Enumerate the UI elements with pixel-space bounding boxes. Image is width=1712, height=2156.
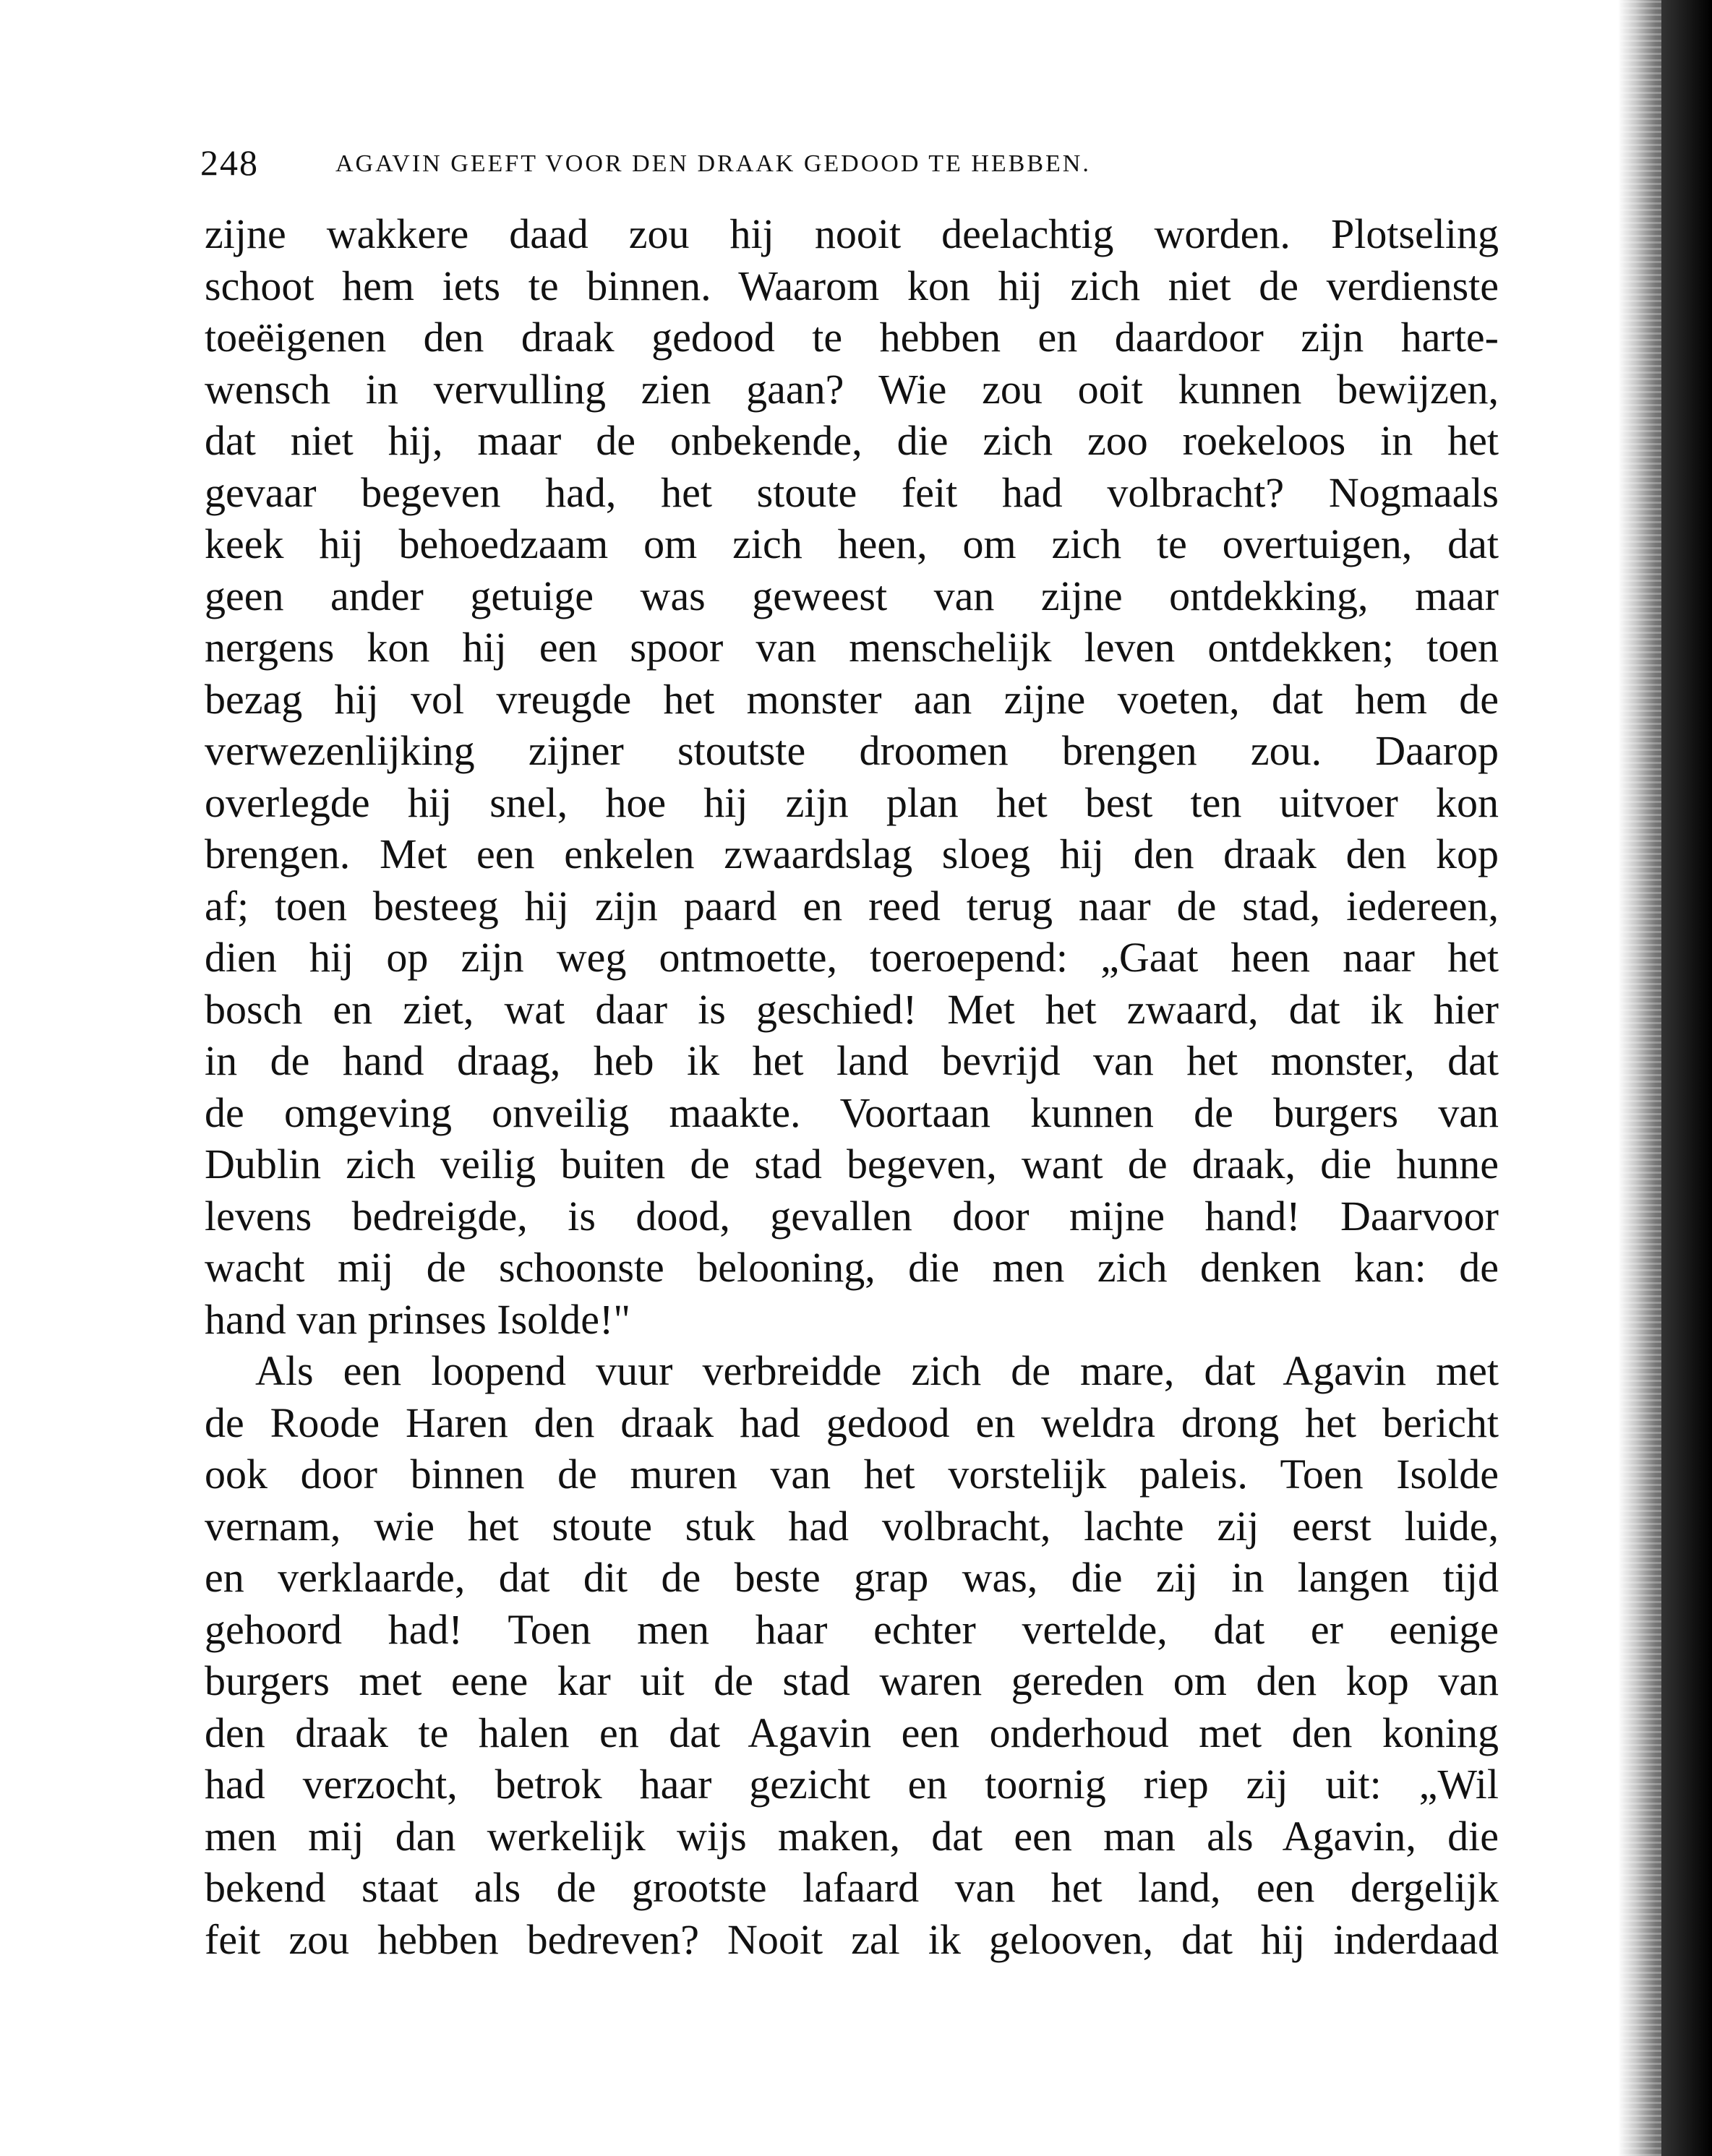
page-number: 248	[200, 142, 259, 183]
text-line: in de hand draag, heb ik het land bevrijd van het monster, dat	[205, 1037, 1499, 1084]
text-line: hand van prinses Isolde!"	[205, 1295, 631, 1343]
text-line: gehoord had! Toen men haar echter vertelde, dat er eenige	[205, 1605, 1499, 1653]
text-line: overlegde hij snel, hoe hij zijn plan het best ten uitvoer kon	[205, 778, 1499, 826]
text-line: den draak te halen en dat Agavin een onderhoud met den koning	[205, 1709, 1499, 1756]
text-line: af; toen besteeg hij zijn paard en reed terug naar de stad, iedereen,	[205, 882, 1499, 929]
text-line: bekend staat als de grootste lafaard van het land, een dergelijk	[205, 1864, 1499, 1911]
text-line: nergens kon hij een spoor van menschelijk leven ontdekken; toen	[205, 624, 1499, 671]
book-binding-edge	[1661, 0, 1712, 2156]
text-line: keek hij behoedzaam om zich heen, om zich te overtuigen, dat	[205, 520, 1499, 567]
body-text	[205, 208, 1499, 1965]
text-line: schoot hem iets te binnen. Waarom kon hij zich niet de verdienste	[205, 262, 1499, 309]
text-line: en verklaarde, dat dit de beste grap was, die zij in langen tijd	[205, 1554, 1499, 1601]
text-line: geen ander getuige was geweest van zijne ontdekking, maar	[205, 572, 1499, 619]
page-header	[200, 142, 1502, 185]
text-line: gevaar begeven had, het stoute feit had volbracht? Nogmaals	[205, 468, 1499, 516]
text-line: de omgeving onveilig maakte. Voortaan kunnen de burgers van	[205, 1088, 1499, 1136]
text-line: dat niet hij, maar de onbekende, die zich zoo roekeloos in het	[205, 417, 1499, 464]
text-line: had verzocht, betrok haar gezicht en toornig riep zij uit: „Wil	[205, 1761, 1499, 1808]
text-line: ook door binnen de muren van het vorstelijk paleis. Toen Isolde	[205, 1451, 1499, 1498]
text-line: bosch en ziet, wat daar is geschied! Met het zwaard, dat ik hier	[205, 985, 1499, 1033]
text-line: men mij dan werkelijk wijs maken, dat een man als Agavin, die	[205, 1812, 1499, 1860]
text-line: bezag hij vol vreugde het monster aan zijne voeten, dat hem de	[205, 675, 1499, 723]
running-title: AGAVIN GEEFT VOOR DEN DRAAK GEDOOD TE HEBBEN.	[335, 150, 1091, 177]
text-line: feit zou hebben bedreven? Nooit zal ik gelooven, dat hij inderdaad	[205, 1915, 1499, 1963]
text-line: toeëigenen den draak gedood te hebben en daardoor zijn harte-	[205, 314, 1499, 361]
text-line: levens bedreigde, is dood, gevallen door mijne hand! Daarvoor	[205, 1192, 1499, 1240]
text-line: burgers met eene kar uit de stad waren gereden om den kop van	[205, 1657, 1499, 1704]
text-line: brengen. Met een enkelen zwaardslag sloeg hij den draak den kop	[205, 830, 1499, 877]
text-line: Als een loopend vuur verbreidde zich de mare, dat Agavin met	[255, 1347, 1499, 1394]
text-line: dien hij op zijn weg ontmoette, toeroepend: „Gaat heen naar het	[205, 934, 1499, 981]
text-line: verwezenlijking zijner stoutste droomen brengen zou. Daarop	[205, 727, 1499, 774]
text-line: de Roode Haren den draak had gedood en weldra drong het bericht	[205, 1399, 1499, 1446]
text-line: vernam, wie het stoute stuk had volbracht, lachte zij eerst luide,	[205, 1502, 1499, 1550]
text-line: Dublin zich veilig buiten de stad begeven, want de draak, die hunne	[205, 1141, 1499, 1187]
text-line: wensch in vervulling zien gaan? Wie zou ooit kunnen bewijzen,	[205, 365, 1499, 413]
text-line: zijne wakkere daad zou hij nooit deelachtig worden. Plotseling	[205, 210, 1499, 257]
text-line: wacht mij de schoonste belooning, die men zich denken kan: de	[205, 1244, 1499, 1291]
